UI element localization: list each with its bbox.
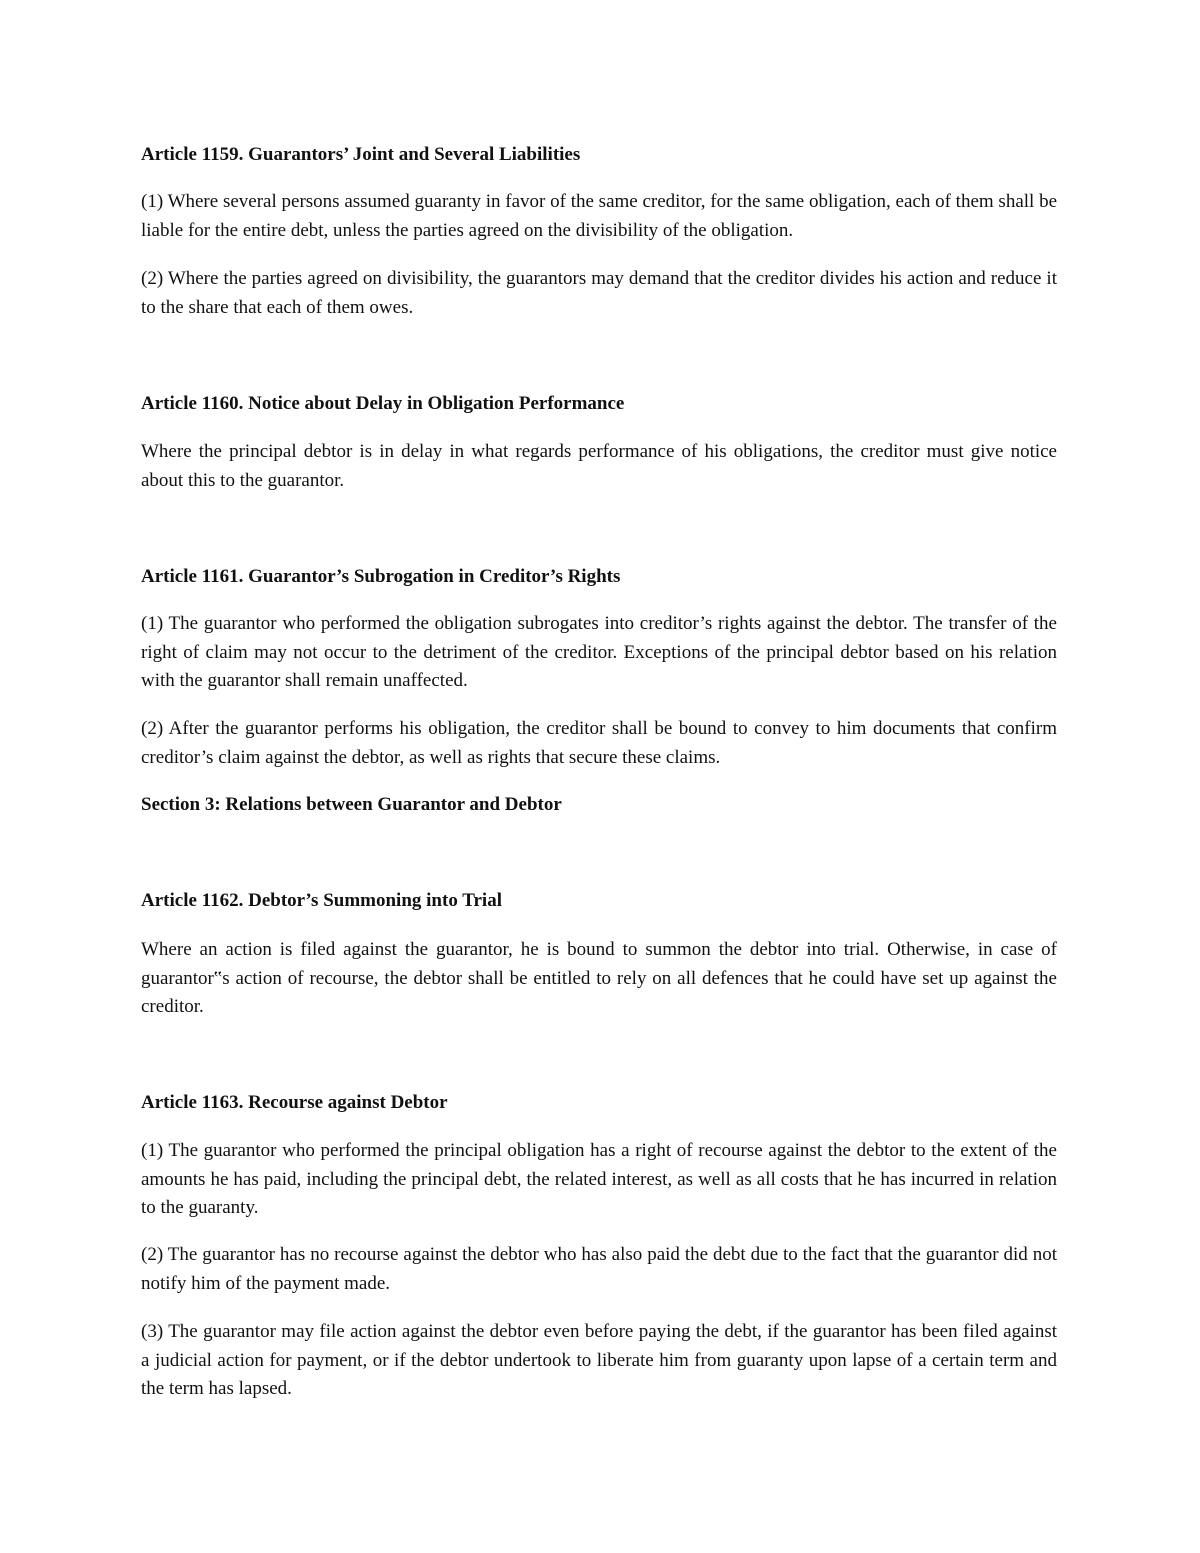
article-1161-paragraph-1 [141, 610, 1057, 696]
article-paragraph: (3) The guarantor may file action against the debtor even before paying the debt, if the guarantor has been filed against a judicial action for payment, or if the debtor undertook to liberate him from guaranty upon lapse of a certain term and the term has lapsed. [141, 1321, 1057, 1399]
article-paragraph: (2) After the guarantor performs his obligation, the creditor shall be bound to convey to him documents that confirm creditor’s claim against the debtor, as well as rights that secure these claims. [141, 718, 1057, 768]
article-paragraph: (2) The guarantor has no recourse against the debtor who has also paid the debt due to the fact that the guarantor did not notify him of the payment made. [141, 1244, 1057, 1294]
article-1161 [141, 563, 1057, 591]
article-1159-paragraph-1 [141, 188, 1057, 245]
article-1161-paragraph-2 [141, 715, 1057, 772]
article-paragraph: Where an action is filed against the guarantor, he is bound to summon the debtor into trial. Otherwise, in case of guarantor‟s action of recourse, the debtor shall be entitled to rely on all defences that he could have set up against the creditor. [141, 939, 1057, 1017]
article-1163-paragraph-3 [141, 1318, 1057, 1404]
article-1163-paragraph-1 [141, 1137, 1057, 1223]
article-1160 [141, 390, 1057, 418]
article-1159 [141, 141, 1057, 169]
section-3 [141, 791, 1057, 819]
article-1160-paragraph-1 [141, 438, 1057, 495]
article-1162 [141, 887, 1057, 915]
article-1159-paragraph-2 [141, 265, 1057, 322]
article-paragraph: (1) The guarantor who performed the principal obligation has a right of recourse against the debtor to the extent of the amounts he has paid, including the principal debt, the related interest, as well as all costs that he has incurred in relation to the guaranty. [141, 1140, 1057, 1218]
section-heading: Section 3: Relations between Guarantor and Debtor [141, 794, 562, 815]
article-heading: Article 1159. Guarantors’ Joint and Several Liabilities [141, 144, 581, 165]
article-paragraph: Where the principal debtor is in delay in what regards performance of his obligations, the creditor must give notice about this to the guarantor. [141, 441, 1057, 491]
article-paragraph: (1) The guarantor who performed the obligation subrogates into creditor’s rights against the debtor. The transfer of the right of claim may not occur to the detriment of the creditor. Exceptions of the principal debtor based on his relation with the guarantor shall remain unaffected. [141, 613, 1057, 691]
article-heading: Article 1161. Guarantor’s Subrogation in Creditor’s Rights [141, 566, 621, 587]
article-paragraph: (1) Where several persons assumed guaranty in favor of the same creditor, for the same obligation, each of them shall be liable for the entire debt, unless the parties agreed on the divisibility of the obligation. [141, 191, 1057, 241]
article-heading: Article 1163. Recourse against Debtor [141, 1092, 448, 1113]
article-1163 [141, 1089, 1057, 1117]
article-paragraph: (2) Where the parties agreed on divisibility, the guarantors may demand that the creditor divides his action and reduce it to the share that each of them owes. [141, 268, 1057, 318]
article-1163-paragraph-2 [141, 1241, 1057, 1298]
article-heading: Article 1160. Notice about Delay in Obligation Performance [141, 393, 625, 414]
article-1162-paragraph-1 [141, 936, 1057, 1022]
article-heading: Article 1162. Debtor’s Summoning into Trial [141, 890, 502, 911]
